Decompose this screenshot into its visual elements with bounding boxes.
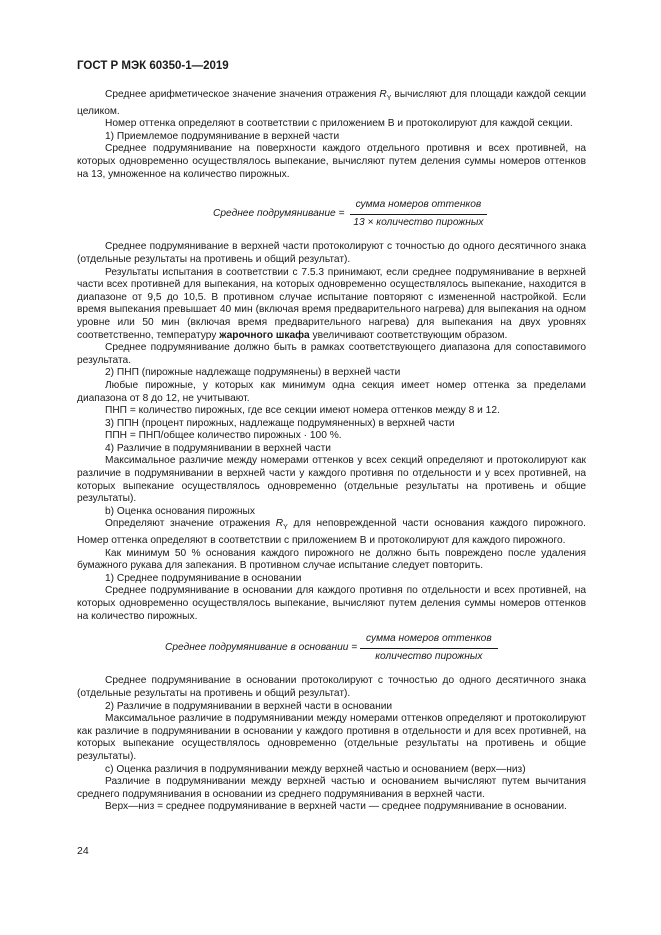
paragraph: Максимальное различие в подрумянивании между номерами оттенков определяют и протоколируют как различие в подрумянивании в основании у каждого противня в отдельности и для всех противней, на которых выпекание осуществлялось одновременно (отдельные результаты на противень и общие результаты).: [77, 713, 586, 762]
formula-numerator: сумма номеров оттенков: [360, 633, 498, 649]
paragraph: Среднее подрумянивание должно быть в рамках соответствующего диапазона для сопоставимого результата.: [77, 342, 586, 366]
formula-fraction: [360, 633, 498, 663]
list-item-heading: 2) Различие в подрумянивании в верхней части в основании: [105, 700, 393, 712]
paragraph: Различие в подрумянивании между верхней частью и основанием вычисляют путем вычитания среднего подрумянивания в основании из среднего подрумянивания в верхней части.: [77, 776, 586, 800]
paragraph: [77, 89, 586, 118]
variable-r: R: [275, 518, 284, 530]
formula-lhs: Среднее подрумянивание =: [213, 207, 348, 219]
formula-numerator: сумма номеров оттенков: [350, 199, 488, 215]
paragraph: Номер оттенка определяют в соответствии с приложением В и протоколируют для каждой секции.: [105, 118, 573, 130]
document-body: [77, 89, 586, 814]
subscript-y: Y: [283, 524, 288, 532]
list-item-heading: 4) Различие в подрумянивании в верхней части: [105, 442, 331, 454]
paragraph: Среднее подрумянивание в основании протоколируют с точностью до одного десятичного знака (отдельные результаты на противень и общий результат).: [77, 675, 586, 699]
paragraph: Как минимум 50 % основания каждого пирожного не должно быть повреждено после удаления бумажного рукава для запекания. В противном случае испытание следует повторить.: [77, 547, 586, 572]
section-heading: c) Оценка различия в подрумянивании между верхней частью и основанием (верх—низ): [105, 763, 526, 775]
document-header: ГОСТ Р МЭК 60350-1—2019: [77, 60, 229, 72]
variable-r: R: [379, 89, 387, 100]
formula-fraction: [347, 199, 489, 229]
paragraph: ПНП = количество пирожных, где все секции имеют номера оттенков между 8 и 12.: [105, 405, 500, 417]
paragraph: Среднее подрумянивание в верхней части протоколируют с точностью до одного десятичного знака (отдельные результаты на противень и общий результат).: [77, 241, 586, 265]
page-number: 24: [77, 845, 89, 857]
list-item-heading: 3) ППН (процент пирожных, надлежаще подрумяненных) в верхней части: [105, 417, 455, 429]
list-item-heading: 1) Среднее подрумянивание в основании: [105, 572, 302, 584]
text: Определяют значение отражения: [105, 518, 276, 530]
paragraph: ППН = ПНП/общее количество пирожных · 100 %.: [105, 430, 342, 442]
paragraph: Среднее подрумянивание в основании для каждого противня по отдельности и всех противней, на которых одновременно осуществлялось выпекание, вычисляют путем деления суммы номеров оттенков на количество пирожных.: [77, 585, 586, 622]
paragraph: Верх—низ = среднее подрумянивание в верхней части — среднее подрумянивание в основании.: [105, 801, 567, 813]
formula-average-browning: [213, 199, 586, 229]
text: Среднее арифметическое значение значения отражения: [105, 89, 380, 100]
text: увеличивают соответствующим образом.: [309, 329, 508, 341]
paragraph: Максимальное различие между номерами оттенков у всех секций определяют и протоколируют как различие в подрумянивании в верхней части у каждого противня по отдельности и у всех противней, на которых выпекание осуществлялось одновременно (отдельные результаты на противень и общие результаты).: [77, 455, 586, 505]
paragraph: [77, 518, 586, 547]
list-item-heading: 2) ПНП (пирожные надлежаще подрумянены) в верхней части: [105, 367, 401, 379]
list-item-heading: 1) Приемлемое подрумянивание в верхней части: [105, 130, 340, 142]
section-heading: b) Оценка основания пирожных: [105, 505, 255, 517]
paragraph: Любые пирожные, у которых как минимум одна секция имеет номер оттенка за пределами диапазона от 8 до 12, не учитывают.: [77, 379, 586, 404]
formula-denominator: 13 × количество пирожных: [353, 216, 484, 228]
paragraph: [77, 267, 586, 343]
subscript-y: Y: [386, 95, 392, 103]
text: для неповрежденной части основания каждого пирожного. Номер оттенка определяют в соответствии с приложением В и протоколируют для каждого пирожного.: [77, 518, 586, 547]
formula-denominator: количество пирожных: [375, 650, 483, 662]
formula-average-base-browning: [165, 633, 586, 663]
text: Результаты испытания в соответствии с 7.5.3 принимают, если среднее подрумянивание в верхней части всех противней для выпекания, на которых одновременно осуществлялось выпекание, находится в диапазоне от 9,5 до 10,5. В противном случае испытание повторяют с измененной настройкой. Если время выпекания превышает 40 мин (включая время предварительного нагрева) для выпекания на одном уровне или 50 мин (включая время предварительного нагрева) для выпекания на двух уровнях соответственно, температуру: [77, 266, 586, 341]
paragraph: Среднее подрумянивание на поверхности каждого отдельного противня и всех противней, на которых одновременно осуществлялось выпекание, вычисляют путем деления суммы номеров оттенков на 13, умноженное на количество пирожных.: [77, 143, 586, 180]
text: вычисляют для площади каждой секции целиком.: [77, 89, 587, 117]
bold-term: жарочного шкафа: [219, 329, 310, 341]
formula-lhs: Среднее подрумянивание в основании =: [165, 642, 361, 654]
